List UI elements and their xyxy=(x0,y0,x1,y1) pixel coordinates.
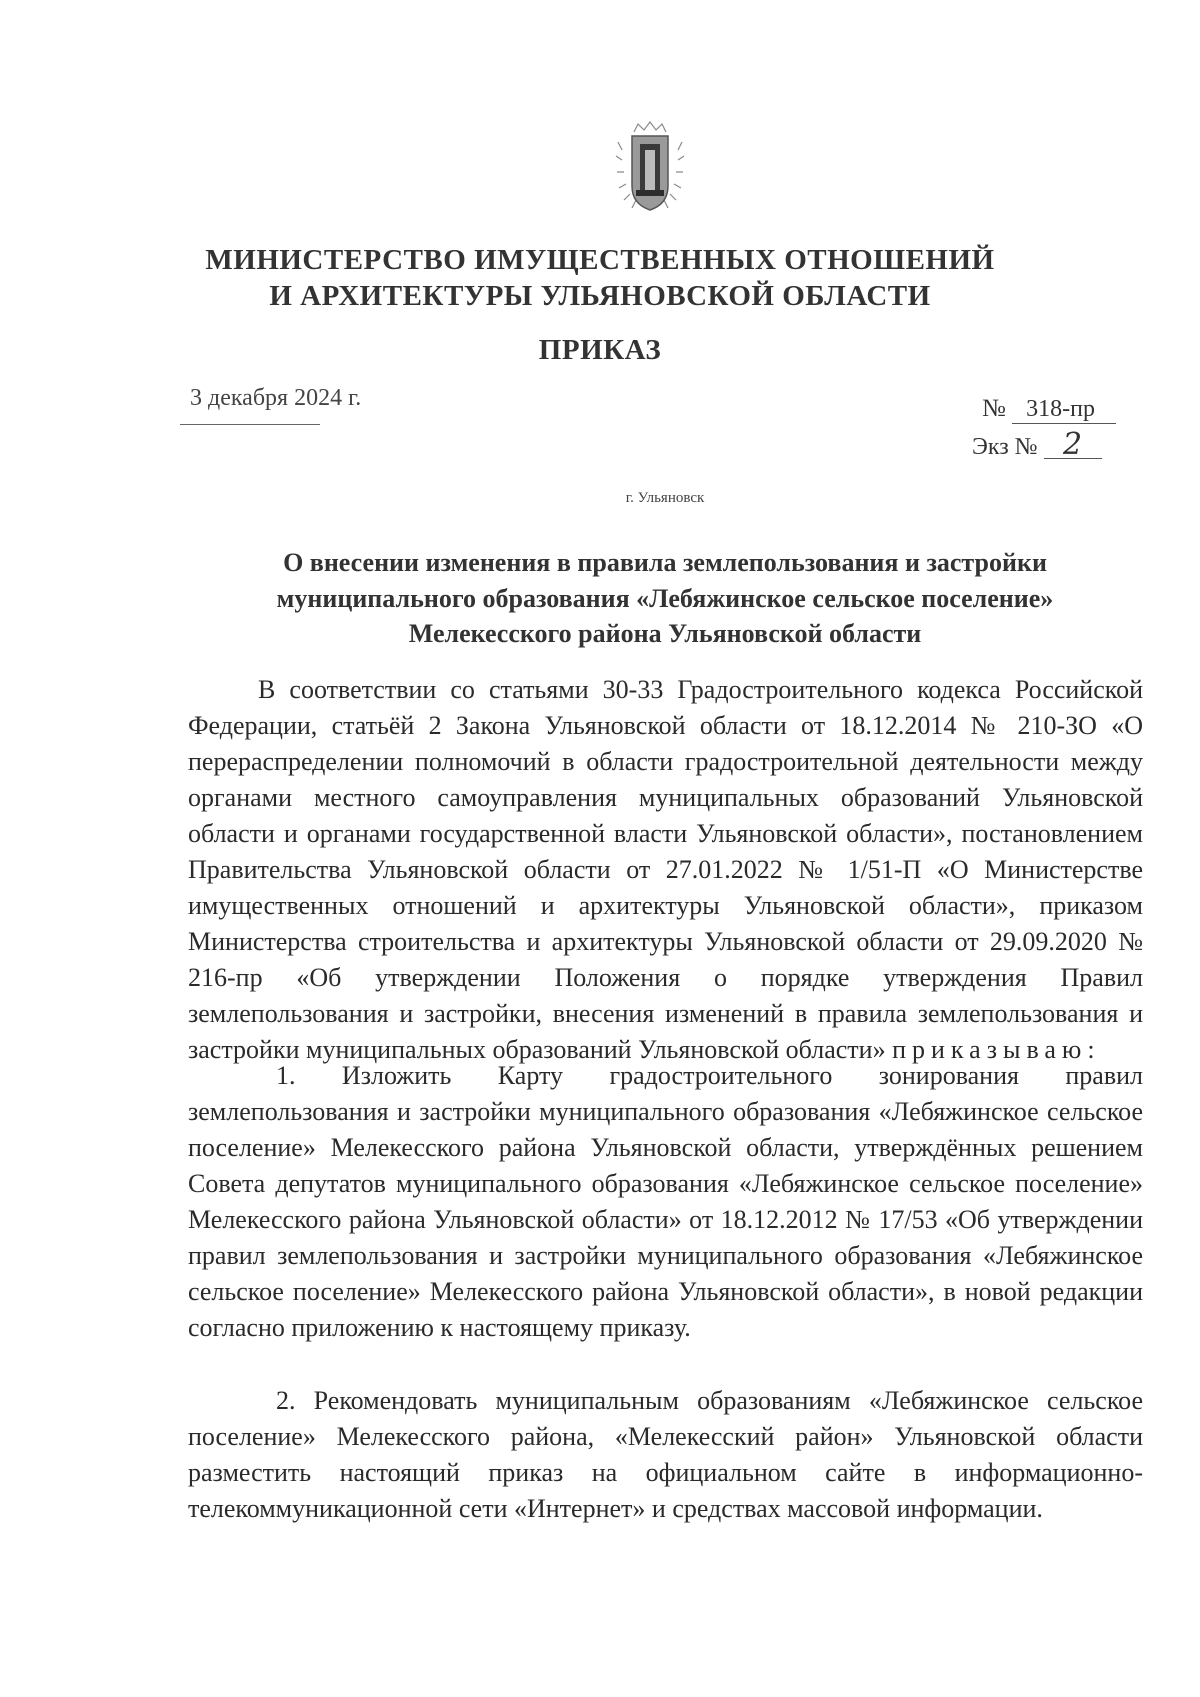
order-word: приказываю: xyxy=(892,1035,1101,1064)
coat-of-arms-icon xyxy=(614,120,686,216)
city: г. Ульяновск xyxy=(625,490,705,506)
copy-number xyxy=(972,427,1102,462)
date-underline xyxy=(180,424,320,425)
document-type: ПРИКАЗ xyxy=(538,334,662,366)
clause-2: 2. Рекомендовать муниципальным образованиям «Лебяжинское сельское поселение» Мелекесского района, «Мелекесский район» Ульяновской области разместить настоящий приказ на официальном сайте в информационно-телекоммуникационной сети «Интернет» и средствах массовой информации. xyxy=(188,1386,1143,1523)
order-date: 3 декабря 2024 г. xyxy=(190,385,362,411)
number-value: 318-пр xyxy=(1012,396,1116,424)
copy-number-label: № xyxy=(1014,434,1038,460)
preamble-text: В соответствии со статьями 30-33 Градостроительного кодекса Российской Федерации, статьёй 2 Закона Ульяновской области от 18.12.2014 № 210-ЗО «О перераспределении полномочий в области градостроительной деятельности между органами местного самоуправления муниципальных образований Ульяновской области и органами государственной власти Ульяновской области», постановлением Правительства Ульяновской области от 27.01.2022 № 1/51-П «О Министерстве имущественных отношений и архитектуры Ульяновской области», приказом Министерства строительства и архитектуры Ульяновской области от 29.09.2020 № 216-пр «Об утверждении Положения о порядке утверждения Правил землепользования и застройки, внесения изменений в правила землепользования и застройки муниципальных образований Ульяновской области» xyxy=(188,675,1143,1064)
copy-label: Экз xyxy=(972,434,1009,460)
subject-line1: О внесении изменения в правила землепользования и застройки xyxy=(283,548,1047,577)
clause-1: 1. Изложить Карту градостроительного зонирования правил землепользования и застройки муниципального образования «Лебяжинское сельское поселение» Мелекесского района Ульяновской области, утверждённых решением Совета депутатов муниципального образования «Лебяжинское сельское поселение» Мелекесского района Ульяновской области» от 18.12.2012 № 17/53 «Об утверждении правил землепользования и застройки муниципального образования «Лебяжинское сельское поселение» Мелекесского района Ульяновской области», в новой редакции согласно приложению к настоящему приказу. xyxy=(188,1061,1143,1342)
subject-line2: муниципального образования «Лебяжинское сельское поселение» xyxy=(276,584,1054,613)
ministry-name-line2: И АРХИТЕКТУРЫ УЛЬЯНОВСКОЙ ОБЛАСТИ xyxy=(269,280,931,312)
number-label: № xyxy=(982,395,1006,422)
copy-value: 2 xyxy=(1044,432,1102,459)
ministry-name-line1: МИНИСТЕРСТВО ИМУЩЕСТВЕННЫХ ОТНОШЕНИЙ xyxy=(205,244,995,276)
order-number xyxy=(982,395,1116,424)
preamble-paragraph xyxy=(188,672,1143,1068)
subject-line3: Мелекесского района Ульяновской области xyxy=(408,619,922,648)
